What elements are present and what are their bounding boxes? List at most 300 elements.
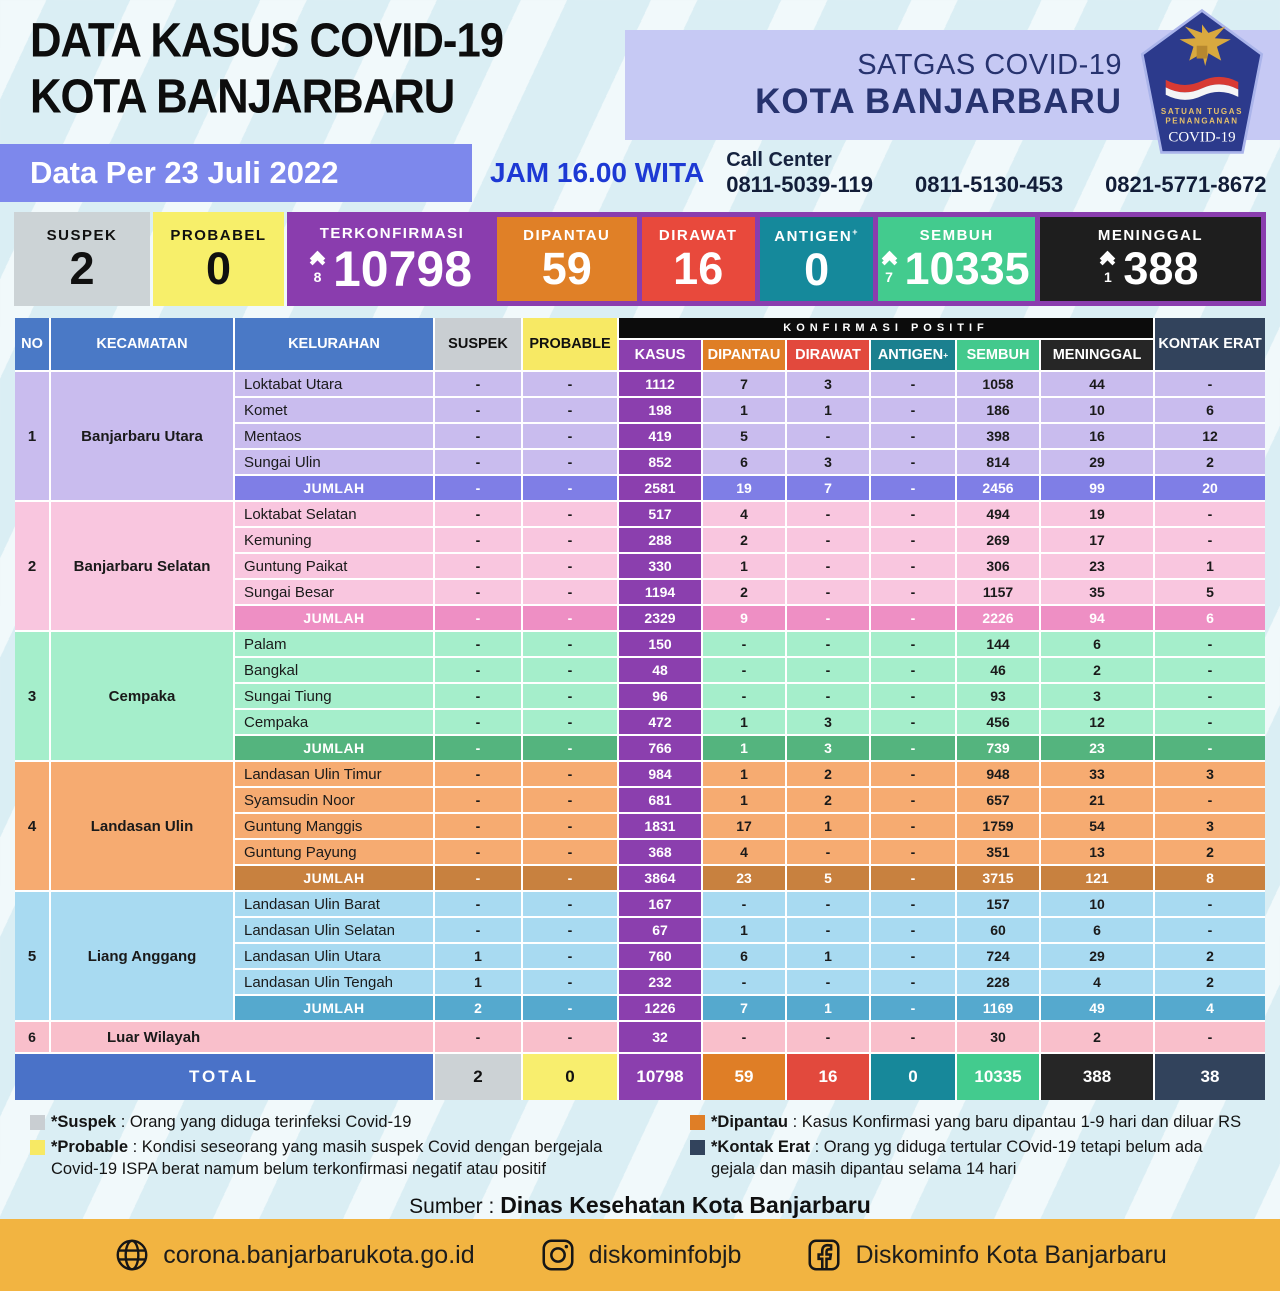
cell-dipantau: 4 bbox=[703, 840, 785, 864]
cell-dirawat: 3 bbox=[787, 450, 869, 474]
cell-kasus: 852 bbox=[619, 450, 701, 474]
cell-meninggal: 2 bbox=[1041, 1022, 1153, 1052]
cell-dipantau: - bbox=[703, 1022, 785, 1052]
cell-kontak: - bbox=[1155, 710, 1265, 734]
stat-label: DIRAWAT bbox=[658, 227, 738, 244]
facebook-link[interactable] bbox=[805, 1236, 1166, 1274]
cell-suspek: - bbox=[435, 866, 521, 890]
kelurahan-row bbox=[235, 814, 1265, 838]
cell-sembuh: 93 bbox=[957, 684, 1039, 708]
cell-kelurahan: Guntung Manggis bbox=[235, 814, 433, 838]
cell-probable: - bbox=[523, 892, 617, 916]
cell-kelurahan: Landasan Ulin Selatan bbox=[235, 918, 433, 942]
cell-antigen: - bbox=[871, 684, 955, 708]
konfirmasi-subheaders bbox=[619, 340, 1153, 370]
cell-no: 3 bbox=[15, 632, 49, 760]
cell-probable: - bbox=[523, 528, 617, 552]
cell-antigen: - bbox=[871, 814, 955, 838]
kelurahan-row bbox=[235, 580, 1265, 604]
cell-dirawat: - bbox=[787, 840, 869, 864]
kelurahan-rows bbox=[235, 892, 1265, 1020]
cell-suspek: - bbox=[435, 840, 521, 864]
jumlah-label: JUMLAH bbox=[235, 476, 433, 500]
cell-dipantau: 1 bbox=[703, 918, 785, 942]
kelurahan-row bbox=[235, 424, 1265, 448]
cell-meninggal: 6 bbox=[1041, 632, 1153, 656]
cell-kelurahan: Loktabat Selatan bbox=[235, 502, 433, 526]
cell-meninggal: 2 bbox=[1041, 658, 1153, 682]
kecamatan-section bbox=[15, 372, 1265, 500]
cell-dirawat: 2 bbox=[787, 788, 869, 812]
cell-probable: - bbox=[523, 502, 617, 526]
kelurahan-row bbox=[235, 892, 1265, 916]
cell-dirawat: 3 bbox=[787, 710, 869, 734]
cell-kasus: 198 bbox=[619, 398, 701, 422]
cell-probable: - bbox=[523, 684, 617, 708]
cell-probable: - bbox=[523, 866, 617, 890]
cell-suspek: - bbox=[435, 398, 521, 422]
cell-dipantau: 6 bbox=[703, 450, 785, 474]
cell-sembuh: 1759 bbox=[957, 814, 1039, 838]
cell-sembuh: 2456 bbox=[957, 476, 1039, 500]
footer-bar bbox=[0, 1219, 1280, 1291]
cell-dirawat: 2 bbox=[787, 762, 869, 786]
stat-label: ANTIGEN+ bbox=[774, 226, 860, 245]
cell-kontak: - bbox=[1155, 658, 1265, 682]
cell-sembuh: 157 bbox=[957, 892, 1039, 916]
stat-value-row bbox=[1102, 243, 1199, 294]
cell-dipantau: 9 bbox=[703, 606, 785, 630]
cell-kontak: 12 bbox=[1155, 424, 1265, 448]
cell-suspek: - bbox=[435, 658, 521, 682]
cell-kasus: 3864 bbox=[619, 866, 701, 890]
org-name-line2: KOTA BANJARBARU bbox=[755, 81, 1122, 121]
jumlah-row bbox=[235, 996, 1265, 1020]
cell-sembuh: 814 bbox=[957, 450, 1039, 474]
kecamatan-section bbox=[15, 632, 1265, 760]
cell-sembuh: 398 bbox=[957, 424, 1039, 448]
cell-kontak: 3 bbox=[1155, 762, 1265, 786]
cell-kasus: 330 bbox=[619, 554, 701, 578]
col-header-antigen: ANTIGEN + bbox=[871, 340, 955, 370]
cell-probable: - bbox=[523, 658, 617, 682]
cell-antigen: - bbox=[871, 528, 955, 552]
cell-dipantau: 17 bbox=[703, 814, 785, 838]
phone-number: 0811-5130-453 bbox=[915, 171, 1064, 197]
kecamatan-label: Banjarbaru Selatan bbox=[51, 502, 233, 630]
cell-probable: - bbox=[523, 1022, 617, 1052]
cell-kontak: 8 bbox=[1155, 866, 1265, 890]
stat-value-row bbox=[312, 240, 473, 297]
cell-kontak: 20 bbox=[1155, 476, 1265, 500]
stat-label: SUSPEK bbox=[46, 227, 118, 244]
summary-stats bbox=[14, 212, 1266, 306]
page-title-line2: KOTA BANJARBARU bbox=[30, 68, 455, 124]
cell-meninggal: 388 bbox=[1041, 1054, 1153, 1100]
cell-dirawat: - bbox=[787, 606, 869, 630]
cell-dipantau: 7 bbox=[703, 996, 785, 1020]
cell-meninggal: 10 bbox=[1041, 892, 1153, 916]
cell-kasus: 1112 bbox=[619, 372, 701, 396]
cell-kontak: - bbox=[1155, 788, 1265, 812]
cell-no: 4 bbox=[15, 762, 49, 890]
summary-box-sembuh bbox=[878, 217, 1035, 301]
cell-probable: - bbox=[523, 476, 617, 500]
source-value: Dinas Kesehatan Kota Banjarbaru bbox=[500, 1192, 871, 1219]
cell-kasus: 472 bbox=[619, 710, 701, 734]
cell-kontak: 6 bbox=[1155, 398, 1265, 422]
cell-antigen: - bbox=[871, 788, 955, 812]
cell-kontak: 2 bbox=[1155, 944, 1265, 968]
cell-dirawat: - bbox=[787, 658, 869, 682]
jumlah-label: JUMLAH bbox=[235, 866, 433, 890]
cell-probable: - bbox=[523, 398, 617, 422]
cell-sembuh: 10335 bbox=[957, 1054, 1039, 1100]
cell-no: 1 bbox=[15, 372, 49, 500]
col-header-dipantau: DIPANTAU bbox=[703, 340, 785, 370]
cell-antigen: - bbox=[871, 606, 955, 630]
kelurahan-rows bbox=[235, 632, 1265, 760]
cell-antigen: - bbox=[871, 554, 955, 578]
cell-kasus: 984 bbox=[619, 762, 701, 786]
cell-kasus: 681 bbox=[619, 788, 701, 812]
case-table bbox=[15, 318, 1265, 1100]
cell-suspek: 2 bbox=[435, 996, 521, 1020]
globe-icon bbox=[113, 1236, 151, 1274]
call-center-label: Call Center bbox=[726, 148, 832, 171]
cell-kontak: 1 bbox=[1155, 554, 1265, 578]
stat-label: SEMBUH bbox=[919, 227, 994, 244]
cell-probable: - bbox=[523, 918, 617, 942]
cell-kasus: 232 bbox=[619, 970, 701, 994]
cell-suspek: - bbox=[435, 918, 521, 942]
cell-kelurahan: Cempaka bbox=[235, 710, 433, 734]
cell-dirawat: - bbox=[787, 684, 869, 708]
kelurahan-row bbox=[235, 684, 1265, 708]
cell-kontak: - bbox=[1155, 1022, 1265, 1052]
date-row bbox=[0, 144, 1280, 202]
cell-kasus: 150 bbox=[619, 632, 701, 656]
kecamatan-section bbox=[15, 892, 1265, 1020]
stat-value: 59 bbox=[541, 243, 592, 294]
kelurahan-row bbox=[235, 788, 1265, 812]
cell-meninggal: 54 bbox=[1041, 814, 1153, 838]
cell-dirawat: 5 bbox=[787, 866, 869, 890]
stat-value: 0 bbox=[804, 243, 830, 295]
summary-box-probabel bbox=[153, 212, 284, 306]
table-body bbox=[15, 372, 1265, 1100]
cell-dirawat: 1 bbox=[787, 996, 869, 1020]
cell-dipantau: 59 bbox=[703, 1054, 785, 1100]
cell-kontak: - bbox=[1155, 918, 1265, 942]
cell-suspek: - bbox=[435, 762, 521, 786]
cell-sembuh: 269 bbox=[957, 528, 1039, 552]
source-line bbox=[0, 1192, 1280, 1219]
cell-kasus: 167 bbox=[619, 892, 701, 916]
cell-kelurahan: Guntung Paikat bbox=[235, 554, 433, 578]
cell-kelurahan: Mentaos bbox=[235, 424, 433, 448]
cell-kasus: 766 bbox=[619, 736, 701, 760]
footnote-text: *Suspek : Orang yang diduga terinfeksi Covid-19 bbox=[51, 1113, 412, 1131]
cell-meninggal: 19 bbox=[1041, 502, 1153, 526]
cell-antigen: - bbox=[871, 450, 955, 474]
cell-kasus: 1831 bbox=[619, 814, 701, 838]
cell-probable: - bbox=[523, 736, 617, 760]
phone-number: 0811-5039-119 bbox=[726, 171, 874, 197]
cell-antigen: - bbox=[871, 970, 955, 994]
cell-probable: - bbox=[523, 762, 617, 786]
website-text: corona.banjarbarukota.go.id bbox=[163, 1240, 475, 1269]
kelurahan-row bbox=[235, 944, 1265, 968]
cell-kelurahan: Landasan Ulin Barat bbox=[235, 892, 433, 916]
cell-kelurahan: Landasan Ulin Utara bbox=[235, 944, 433, 968]
cell-antigen: - bbox=[871, 424, 955, 448]
footnote-text: *Dipantau : Kasus Konfirmasi yang baru dipantau 1-9 hari dan diluar RS bbox=[711, 1113, 1242, 1131]
summary-box-suspek bbox=[14, 212, 150, 306]
increase-arrow-icon bbox=[1102, 253, 1113, 284]
cell-sembuh: 456 bbox=[957, 710, 1039, 734]
cell-antigen: - bbox=[871, 944, 955, 968]
summary-box-antigen bbox=[760, 217, 873, 301]
cell-antigen: - bbox=[871, 892, 955, 916]
jumlah-row bbox=[235, 736, 1265, 760]
logo-text-line1: SATUAN TUGAS bbox=[1160, 107, 1244, 116]
total-label: TOTAL bbox=[15, 1054, 433, 1100]
delta-value: 8 bbox=[313, 269, 322, 285]
cell-kontak: 6 bbox=[1155, 606, 1265, 630]
cell-dipantau: 1 bbox=[703, 736, 785, 760]
cell-dipantau: 5 bbox=[703, 424, 785, 448]
stat-value: 388 bbox=[1123, 243, 1199, 294]
cell-kasus: 517 bbox=[619, 502, 701, 526]
cell-kontak: - bbox=[1155, 736, 1265, 760]
cell-suspek: 1 bbox=[435, 970, 521, 994]
cell-dipantau: 7 bbox=[703, 372, 785, 396]
cell-sembuh: 1058 bbox=[957, 372, 1039, 396]
cell-kelurahan: Kemuning bbox=[235, 528, 433, 552]
cell-dirawat: 1 bbox=[787, 398, 869, 422]
legend-swatch-suspek bbox=[30, 1115, 45, 1130]
source-label: Sumber : bbox=[409, 1195, 501, 1219]
cell-probable: - bbox=[523, 970, 617, 994]
cell-suspek: - bbox=[435, 606, 521, 630]
date-badge: Data Per 23 Juli 2022 bbox=[0, 144, 472, 202]
cell-antigen: 0 bbox=[871, 1054, 955, 1100]
cell-kasus: 1226 bbox=[619, 996, 701, 1020]
cell-dirawat: - bbox=[787, 970, 869, 994]
cell-kelurahan: Sungai Besar bbox=[235, 580, 433, 604]
cell-dirawat: - bbox=[787, 528, 869, 552]
cell-dipantau: 4 bbox=[703, 502, 785, 526]
cell-meninggal: 35 bbox=[1041, 580, 1153, 604]
cell-suspek: - bbox=[435, 788, 521, 812]
kecamatan-label: Cempaka bbox=[51, 632, 233, 760]
footnote-kontak-erat bbox=[690, 1137, 1250, 1181]
stat-label: PROBABEL bbox=[170, 227, 267, 244]
cell-suspek: - bbox=[435, 814, 521, 838]
cell-kontak: - bbox=[1155, 892, 1265, 916]
cell-suspek: - bbox=[435, 372, 521, 396]
cell-suspek: - bbox=[435, 710, 521, 734]
cell-antigen: - bbox=[871, 918, 955, 942]
stat-value: 10335 bbox=[904, 243, 1030, 294]
legend-swatch-kontak-erat bbox=[690, 1140, 705, 1155]
kelurahan-row bbox=[235, 528, 1265, 552]
cell-kontak: 4 bbox=[1155, 996, 1265, 1020]
cell-dipantau: - bbox=[703, 892, 785, 916]
stat-value: 16 bbox=[673, 243, 724, 294]
cell-kontak: - bbox=[1155, 684, 1265, 708]
cell-suspek: - bbox=[435, 554, 521, 578]
cell-dipantau: 2 bbox=[703, 528, 785, 552]
footnote-text: *Probable : Kondisi seseorang yang masih suspek Covid dengan bergejala Covid-19 ISPA berat namum belum terkonfirmasi negatif atau positif bbox=[51, 1137, 603, 1178]
table-header bbox=[15, 318, 1265, 370]
cell-dipantau: 23 bbox=[703, 866, 785, 890]
cell-meninggal: 29 bbox=[1041, 944, 1153, 968]
cell-dirawat: - bbox=[787, 918, 869, 942]
cell-sembuh: 1169 bbox=[957, 996, 1039, 1020]
cell-kelurahan: Landasan Ulin Tengah bbox=[235, 970, 433, 994]
cell-suspek: - bbox=[435, 1022, 521, 1052]
delta-value: 7 bbox=[885, 269, 893, 285]
cell-probable: - bbox=[523, 814, 617, 838]
stat-label: DIPANTAU bbox=[523, 227, 611, 244]
cell-kontak: - bbox=[1155, 632, 1265, 656]
cell-meninggal: 99 bbox=[1041, 476, 1153, 500]
cell-kelurahan: Syamsudin Noor bbox=[235, 788, 433, 812]
cell-meninggal: 44 bbox=[1041, 372, 1153, 396]
cell-kasus: 10798 bbox=[619, 1054, 701, 1100]
cell-dipantau: 2 bbox=[703, 580, 785, 604]
header bbox=[0, 0, 1280, 146]
cell-suspek: - bbox=[435, 528, 521, 552]
cell-probable: - bbox=[523, 580, 617, 604]
cell-dirawat: - bbox=[787, 1022, 869, 1052]
cell-sembuh: 228 bbox=[957, 970, 1039, 994]
cell-kasus: 2329 bbox=[619, 606, 701, 630]
kelurahan-row bbox=[235, 710, 1265, 734]
cell-antigen: - bbox=[871, 710, 955, 734]
cell-antigen: - bbox=[871, 632, 955, 656]
cell-kasus: 67 bbox=[619, 918, 701, 942]
cell-dipantau: - bbox=[703, 970, 785, 994]
cell-kasus: 419 bbox=[619, 424, 701, 448]
cell-sembuh: 60 bbox=[957, 918, 1039, 942]
cell-antigen: - bbox=[871, 372, 955, 396]
col-header-kelurahan: KELURAHAN bbox=[235, 318, 433, 370]
cell-sembuh: 46 bbox=[957, 658, 1039, 682]
cell-dirawat: - bbox=[787, 580, 869, 604]
jumlah-row bbox=[235, 866, 1265, 890]
col-header-kontak-erat: KONTAK ERAT bbox=[1155, 318, 1265, 370]
cell-suspek: - bbox=[435, 424, 521, 448]
jumlah-label: JUMLAH bbox=[235, 996, 433, 1020]
instagram-link[interactable] bbox=[539, 1236, 742, 1274]
cell-meninggal: 3 bbox=[1041, 684, 1153, 708]
cell-kelurahan: Loktabat Utara bbox=[235, 372, 433, 396]
garuda-shield bbox=[1197, 46, 1208, 59]
cell-sembuh: 144 bbox=[957, 632, 1039, 656]
footnote-probable bbox=[30, 1137, 650, 1181]
kecamatan-label: Liang Anggang bbox=[51, 892, 233, 1020]
cell-dipantau: - bbox=[703, 632, 785, 656]
cell-sembuh: 351 bbox=[957, 840, 1039, 864]
cell-sembuh: 739 bbox=[957, 736, 1039, 760]
cell-dipantau: 1 bbox=[703, 788, 785, 812]
cell-probable: - bbox=[523, 424, 617, 448]
jumlah-row bbox=[235, 476, 1265, 500]
website-link[interactable] bbox=[113, 1236, 474, 1274]
facebook-icon bbox=[805, 1236, 843, 1274]
summary-box-dipantau bbox=[497, 217, 637, 301]
cell-antigen: - bbox=[871, 476, 955, 500]
cell-dipantau: - bbox=[703, 658, 785, 682]
cell-kelurahan: Sungai Tiung bbox=[235, 684, 433, 708]
cell-sembuh: 657 bbox=[957, 788, 1039, 812]
cell-no: 2 bbox=[15, 502, 49, 630]
kelurahan-row bbox=[235, 502, 1265, 526]
page-title-line1: DATA KASUS COVID-19 bbox=[30, 12, 504, 68]
cell-no: 5 bbox=[15, 892, 49, 1020]
group-header-konfirmasi-positif: KONFIRMASI POSITIF bbox=[619, 318, 1153, 338]
kelurahan-row bbox=[235, 450, 1265, 474]
cell-suspek: - bbox=[435, 450, 521, 474]
cell-kontak: 5 bbox=[1155, 580, 1265, 604]
kelurahan-row bbox=[235, 554, 1265, 578]
cell-meninggal: 49 bbox=[1041, 996, 1153, 1020]
cell-dirawat: 1 bbox=[787, 944, 869, 968]
cell-probable: - bbox=[523, 840, 617, 864]
increase-arrow-icon bbox=[312, 253, 323, 284]
instagram-text: diskominfobjb bbox=[588, 1240, 742, 1269]
cell-sembuh: 724 bbox=[957, 944, 1039, 968]
cell-sembuh: 948 bbox=[957, 762, 1039, 786]
kelurahan-row bbox=[235, 632, 1265, 656]
cell-dipantau: - bbox=[703, 684, 785, 708]
cell-meninggal: 4 bbox=[1041, 970, 1153, 994]
cell-probable: - bbox=[523, 450, 617, 474]
cell-meninggal: 13 bbox=[1041, 840, 1153, 864]
kecamatan-label: Banjarbaru Utara bbox=[51, 372, 233, 500]
cell-sembuh: 494 bbox=[957, 502, 1039, 526]
cell-kasus: 32 bbox=[619, 1022, 701, 1052]
cell-suspek: 1 bbox=[435, 944, 521, 968]
cell-antigen: - bbox=[871, 736, 955, 760]
cell-kontak: - bbox=[1155, 502, 1265, 526]
kelurahan-row bbox=[235, 970, 1265, 994]
cell-kasus: 1194 bbox=[619, 580, 701, 604]
cell-antigen: - bbox=[871, 866, 955, 890]
cell-kasus: 96 bbox=[619, 684, 701, 708]
cell-dipantau: 6 bbox=[703, 944, 785, 968]
cell-kontak: - bbox=[1155, 528, 1265, 552]
antigen-plus: + bbox=[943, 350, 949, 360]
kelurahan-rows bbox=[235, 762, 1265, 890]
cell-meninggal: 10 bbox=[1041, 398, 1153, 422]
cell-antigen: - bbox=[871, 1022, 955, 1052]
cell-dirawat: 16 bbox=[787, 1054, 869, 1100]
kelurahan-rows bbox=[235, 502, 1265, 630]
footnotes-left bbox=[30, 1112, 650, 1180]
instagram-icon bbox=[539, 1236, 577, 1274]
stat-label: MENINGGAL bbox=[1097, 227, 1204, 244]
cell-kontak: 2 bbox=[1155, 450, 1265, 474]
cell-antigen: - bbox=[871, 398, 955, 422]
cell-kelurahan: Landasan Ulin Timur bbox=[235, 762, 433, 786]
facebook-text: Diskominfo Kota Banjarbaru bbox=[855, 1240, 1167, 1269]
cell-kontak: - bbox=[1155, 372, 1265, 396]
cell-dirawat: - bbox=[787, 892, 869, 916]
